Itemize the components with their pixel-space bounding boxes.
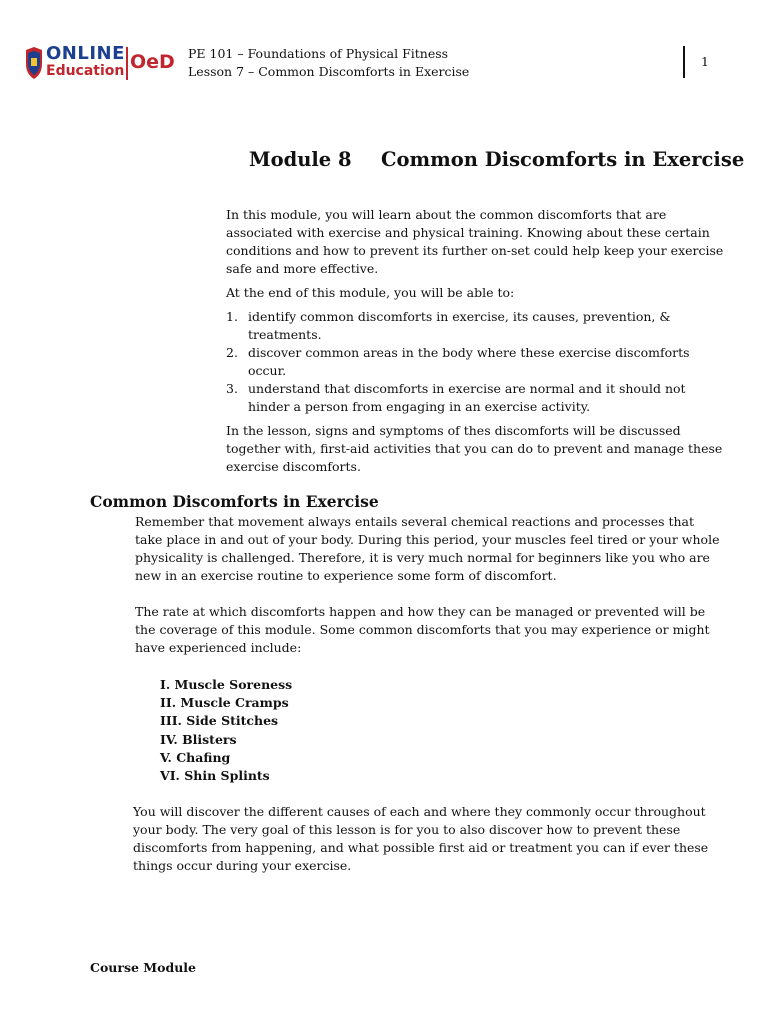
logo-education-text: Education	[46, 63, 125, 79]
logo-oed-text: OeD	[130, 51, 175, 73]
list-item: V. Chafing	[160, 749, 231, 765]
list-item: I. Muscle Soreness	[160, 677, 293, 692]
section-paragraph: Remember that movement always entails several chemical reactions and processes that take place in and out of your body. During this period, your muscles feel tired or your whole physicality is challenged. Therefore, it is very much normal for beginners like you who are new in an exercise routine to experience some form of discomfort.	[135, 514, 720, 583]
module-title-text: Common Discomforts in Exercise	[381, 148, 745, 171]
footer-label: Course Module	[90, 960, 197, 975]
section-heading: Common Discomforts in Exercise	[90, 492, 379, 511]
closing-section	[133, 803, 723, 875]
objective-text: discover common areas in the body where these exercise discomforts occur.	[248, 345, 690, 378]
module-title	[249, 147, 744, 173]
header-divider	[683, 46, 685, 78]
intro-section	[226, 206, 726, 482]
list-item: VI. Shin Splints	[160, 768, 270, 784]
logo-divider	[126, 47, 128, 80]
objective-number: 2.	[226, 345, 238, 360]
objective-text: understand that discomforts in exercise are normal and it should not hinder a person from engaging in an exercise activity.	[248, 381, 686, 414]
objectives-list	[226, 308, 726, 416]
course-title: PE 101 – Foundations of Physical Fitness	[188, 46, 449, 61]
intro-closing-paragraph: In the lesson, signs and symptoms of thes discomforts will be discussed together with, first-aid activities that you can do to prevent and manage these exercise discomforts.	[226, 423, 723, 474]
page-number: 1	[701, 54, 709, 69]
list-item: IV. Blisters	[160, 731, 237, 747]
intro-paragraph: In this module, you will learn about the common discomforts that are associated with exercise and physical training. Knowing about these certain conditions and how to prevent its further on-set could help keep your exercise safe and more effective.	[226, 207, 724, 276]
list-item: II. Muscle Cramps	[160, 695, 289, 711]
objective-item	[226, 380, 726, 416]
section-paragraph: The rate at which discomforts happen and how they can be managed or prevented will be the coverage of this module. Some common discomforts that you may experience or might have experienced include:	[135, 604, 710, 655]
discomforts-list	[160, 676, 292, 785]
lesson-title: Lesson 7 – Common Discomforts in Exercise	[188, 64, 470, 79]
objective-number: 1.	[226, 309, 238, 324]
objectives-lead: At the end of this module, you will be able to:	[226, 285, 515, 300]
logo-online-text: ONLINE	[46, 43, 125, 64]
module-number: Module 8	[249, 148, 352, 171]
online-education-logo	[24, 44, 174, 84]
objective-item	[226, 308, 726, 344]
closing-paragraph: You will discover the different causes of each and where they commonly occur throughout your body. The very goal of this lesson is for you to also discover how to prevent these discomforts from happening, and what possible first aid or treatment you can if ever these things occur during your exercise.	[133, 804, 709, 873]
shield-crest-icon	[24, 46, 44, 80]
objective-item	[226, 344, 726, 380]
objective-number: 3.	[226, 381, 238, 396]
page-header	[188, 45, 469, 81]
section-body	[135, 513, 725, 657]
list-item: III. Side Stitches	[160, 713, 279, 729]
objective-text: identify common discomforts in exercise, its causes, prevention, & treatments.	[248, 309, 671, 342]
